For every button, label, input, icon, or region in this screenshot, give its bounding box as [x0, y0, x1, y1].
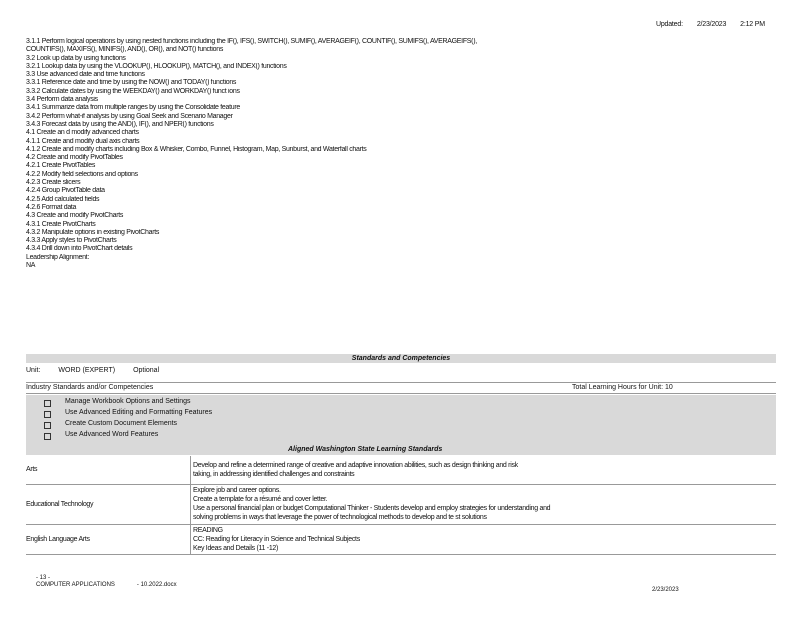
- table-row: [26, 484, 776, 524]
- industry-label: Industry Standards and/or Competencies: [26, 384, 154, 391]
- aligned-standards-header: [26, 445, 776, 455]
- bullet-square-icon: [44, 411, 51, 418]
- outline-line: 3.3.1 Reference date and time by using the NOW() and TODAY() functions: [26, 79, 237, 87]
- skill-item: [44, 420, 177, 429]
- outline-line: 3.4.3 Forecast data by using the AND(), IF(), and NPER() functions: [26, 120, 214, 128]
- competency-outline: [26, 38, 776, 270]
- outline-line: 4.2.4 Group PivotTable data: [26, 187, 105, 195]
- bullet-square-icon: [44, 400, 51, 407]
- outline-line: 4.3.1 Create PivotCharts: [26, 220, 96, 228]
- description-cell: [191, 484, 777, 524]
- skill-item: [44, 431, 158, 440]
- standards-table: [26, 456, 776, 555]
- course-name: COMPUTER APPLICATIONS: [36, 582, 115, 588]
- outline-line: 4.3 Create and modify PivotCharts: [26, 212, 124, 220]
- standards-title: Standards and Competencies: [351, 355, 451, 362]
- footer-date: 2/23/2023: [652, 587, 679, 593]
- description-line: Create a template for a résumé and cover letter.: [193, 496, 328, 503]
- outline-line: 3.2.1 Lookup data by using the VLOOKUP(), HLOOKUP(), MATCH(), and INDEX() functions: [26, 62, 287, 70]
- outline-line: 3.1.1 Perform logical operations by using nested functions including the IF(), IFS(), SWITCH(), SUMIF(), AVERAGEIF(), COUNTIF(), SUMIFS(), AVERAGEIFS(),: [26, 38, 477, 45]
- outline-line: 4.2.3 Create slicers: [26, 179, 81, 187]
- outline-line: 3.4 Perform data analysis: [26, 96, 98, 104]
- skill-label: Create Custom Document Elements: [65, 420, 178, 427]
- description-line: READING: [193, 526, 223, 534]
- skill-label: Use Advanced Editing and Formatting Features: [65, 409, 213, 416]
- footer-left: [36, 575, 177, 589]
- skill-item: [44, 409, 212, 418]
- description-cell: [191, 524, 777, 554]
- outline-line: 4.2.5 Add calculated fields: [26, 195, 100, 203]
- table-row: [26, 456, 776, 484]
- outline-line: 4.1 Create an d modify advanced charts: [26, 129, 139, 137]
- outline-line: 3.3 Use advanced date and time functions: [26, 71, 145, 79]
- outline-line: NA: [26, 262, 36, 270]
- outline-line: 3.4.1 Summarize data from multiple ranges by using the Consolidate feature: [26, 104, 240, 112]
- bullet-square-icon: [44, 422, 51, 429]
- industry-row: [26, 382, 776, 394]
- outline-line: 4.3.4 Drill down into PivotChart details: [26, 245, 133, 253]
- outline-line: COUNTIFS(), MAXIFS(), MINIFS(), AND(), OR(), and NOT() functions: [26, 46, 224, 54]
- subject-cell: Arts: [26, 456, 191, 484]
- unit-optional: Optional: [133, 367, 160, 374]
- description-line: Key Ideas and Details (11 -12): [193, 544, 279, 552]
- description-line: CC: Reading for Literacy in Science and Technical Subjects: [193, 535, 360, 543]
- skill-label: Use Advanced Word Features: [65, 431, 159, 438]
- description-line: Develop and refine a determined range of creative and adaptive innovation abilities, such as design thinking and risk: [193, 461, 518, 469]
- unit-line: [26, 367, 159, 374]
- table-row: [26, 524, 776, 554]
- outline-line: 4.1.1 Create and modify dual axis charts: [26, 137, 140, 145]
- outline-line: 3.3.2 Calculate dates by using the WEEKDAY() and WORKDAY() funct ions: [26, 87, 240, 95]
- subject-cell: Educational Technology: [26, 484, 191, 524]
- description-line: taking, in addressing identified challenges and constraints: [193, 470, 355, 478]
- outline-line: 4.2.6 Format data: [26, 203, 77, 211]
- updated-date: 2/23/2023: [696, 21, 727, 28]
- outline-line: 4.2.1 Create PivotTables: [26, 162, 96, 170]
- description-line: Use a personal financial plan or budget Computational Thinker - Students develop and employ strategies for understanding and: [193, 505, 551, 512]
- unit-label: Unit:: [26, 367, 41, 374]
- total-hours-label: Total Learning Hours for Unit: 10: [572, 384, 673, 391]
- outline-line: Leadership Alignment:: [26, 253, 89, 261]
- outline-line: 4.3.3 Apply styles to PivotCharts: [26, 237, 117, 245]
- aligned-title: Aligned Washington State Learning Standards: [288, 446, 443, 453]
- updated-label: Updated:: [656, 21, 683, 28]
- skill-label: Manage Workbook Options and Settings: [65, 398, 191, 405]
- page-number: - 13 -: [36, 575, 51, 581]
- updated-time: 2:12 PM: [740, 21, 765, 28]
- outline-line: 3.2 Look up data by using functions: [26, 54, 126, 62]
- subject-cell: English Language Arts: [26, 524, 191, 554]
- bullet-square-icon: [44, 433, 51, 440]
- standards-band: [26, 354, 776, 363]
- outline-line: 4.3.2 Manipulate options in existing PivotCharts: [26, 228, 160, 236]
- outline-line: 4.2.2 Modify field selections and options: [26, 170, 138, 178]
- description-line: solving problems in ways that leverage the power of technological methods to develop and te st solutions: [193, 514, 487, 521]
- updated-stamp: [656, 21, 765, 28]
- file-name: - 10.2022.docx: [136, 582, 177, 588]
- outline-line: 4.1.2 Create and modify charts including Box & Whisker, Combo, Funnel, Histogram, Map, Sunburst, and Waterfall charts: [26, 145, 367, 153]
- unit-name: WORD (EXPERT): [58, 367, 116, 374]
- skills-box: [26, 395, 776, 445]
- description-line: Explore job and career options.: [193, 487, 281, 494]
- outline-line: 3.4.2 Perform what-if analysis by using Goal Seek and Scenario Manager: [26, 112, 233, 120]
- outline-line: 4.2 Create and modify PivotTables: [26, 154, 123, 162]
- description-cell: [191, 456, 777, 484]
- skill-item: [44, 398, 191, 407]
